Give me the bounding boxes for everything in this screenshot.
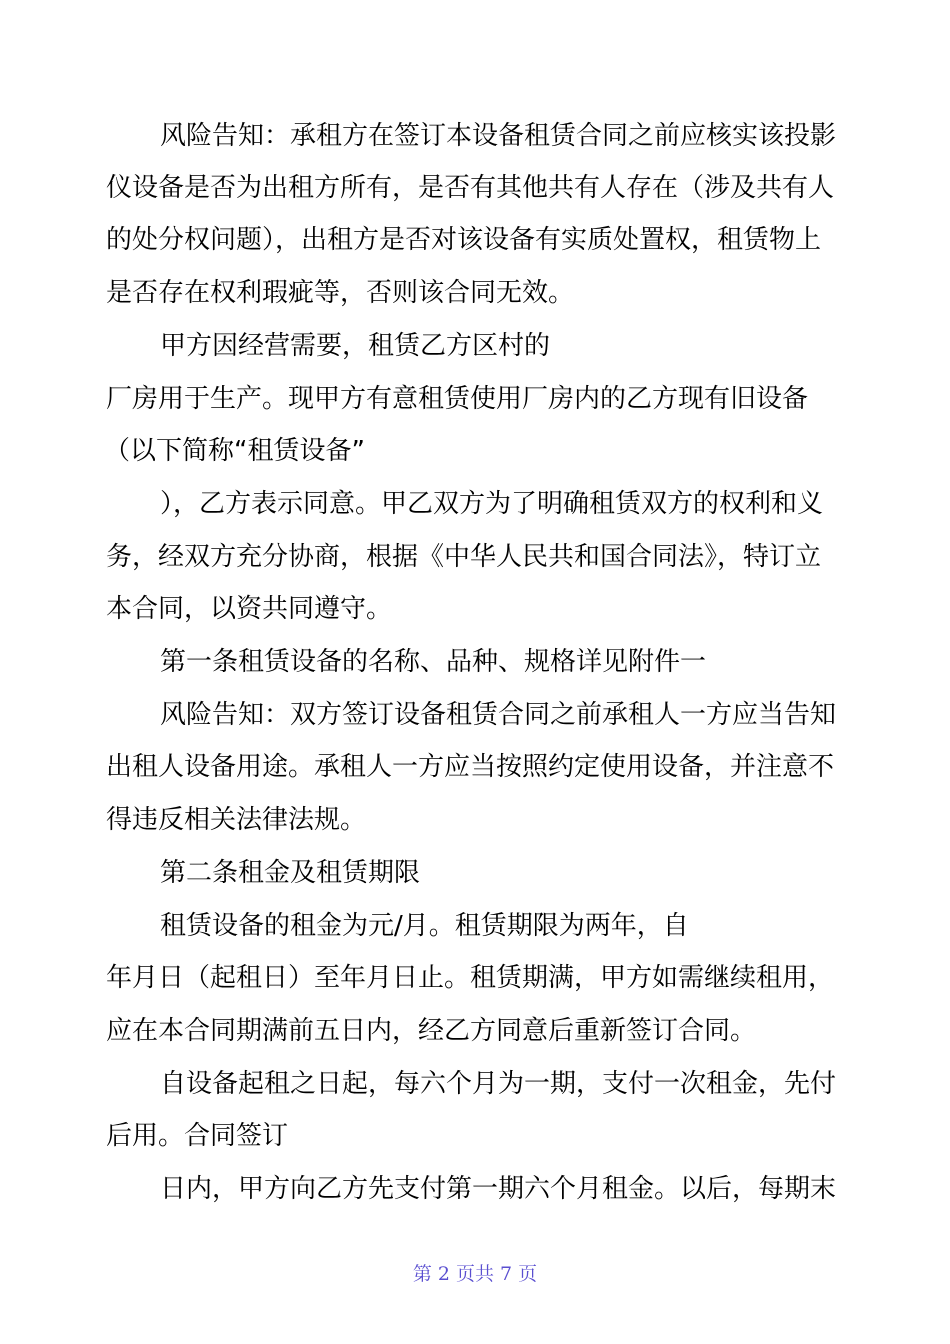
paragraph-line: 应在本合同期满前五日内，经乙方同意后重新签订合同。 — [106, 1016, 757, 1046]
paragraph-line: 厂房用于生产。现甲方有意租赁使用厂房内的乙方现有旧设备 — [106, 384, 809, 414]
paragraph-line: 租赁设备的租金为元/月。租赁期限为两年，自 — [160, 911, 689, 941]
paragraph-line: 本合同，以资共同遵守。 — [106, 594, 393, 624]
paragraph-line: 自设备起租之日起，每六个月为一期，支付一次租金，先付 — [160, 1069, 837, 1099]
paragraph-line: 后用。合同签订 — [106, 1121, 289, 1151]
section-heading: 第二条租金及租赁期限 — [160, 858, 421, 888]
paragraph-line: 的处分权问题），出租方是否对该设备有实质处置权，租赁物上 — [106, 225, 822, 255]
paragraph-line: 务，经双方充分协商，根据《中华人民共和国合同法》，特订立 — [106, 542, 822, 572]
paragraph-line: ），乙方表示同意。甲乙双方为了明确租赁双方的权利和义 — [160, 489, 824, 519]
paragraph-line: 得违反相关法律法规。 — [106, 805, 367, 835]
paragraph-line: 是否存在权利瑕疵等，否则该合同无效。 — [106, 278, 575, 308]
paragraph-line: （以下简称“租赁设备” — [104, 436, 365, 466]
paragraph-line: 年月日（起租日）至年月日止。租赁期满，甲方如需继续租用， — [106, 963, 835, 993]
paragraph-line: 风险告知：双方签订设备租赁合同之前承租人一方应当告知 — [160, 700, 837, 730]
section-heading: 第一条租赁设备的名称、品种、规格详见附件一 — [160, 647, 707, 677]
paragraph-line: 风险告知：承租方在签订本设备租赁合同之前应核实该投影 — [160, 121, 837, 151]
page-number-footer: 第 2 页共 7 页 — [412, 1263, 538, 1285]
paragraph-line: 日内，甲方向乙方先支付第一期六个月租金。以后，每期末 — [160, 1174, 837, 1204]
paragraph-line: 甲方因经营需要，租赁乙方区村的 — [160, 331, 551, 361]
paragraph-line: 仪设备是否为出租方所有，是否有其他共有人存在（涉及共有人 — [106, 173, 835, 203]
paragraph-line: 出租人设备用途。承租人一方应当按照约定使用设备，并注意不 — [106, 752, 835, 782]
